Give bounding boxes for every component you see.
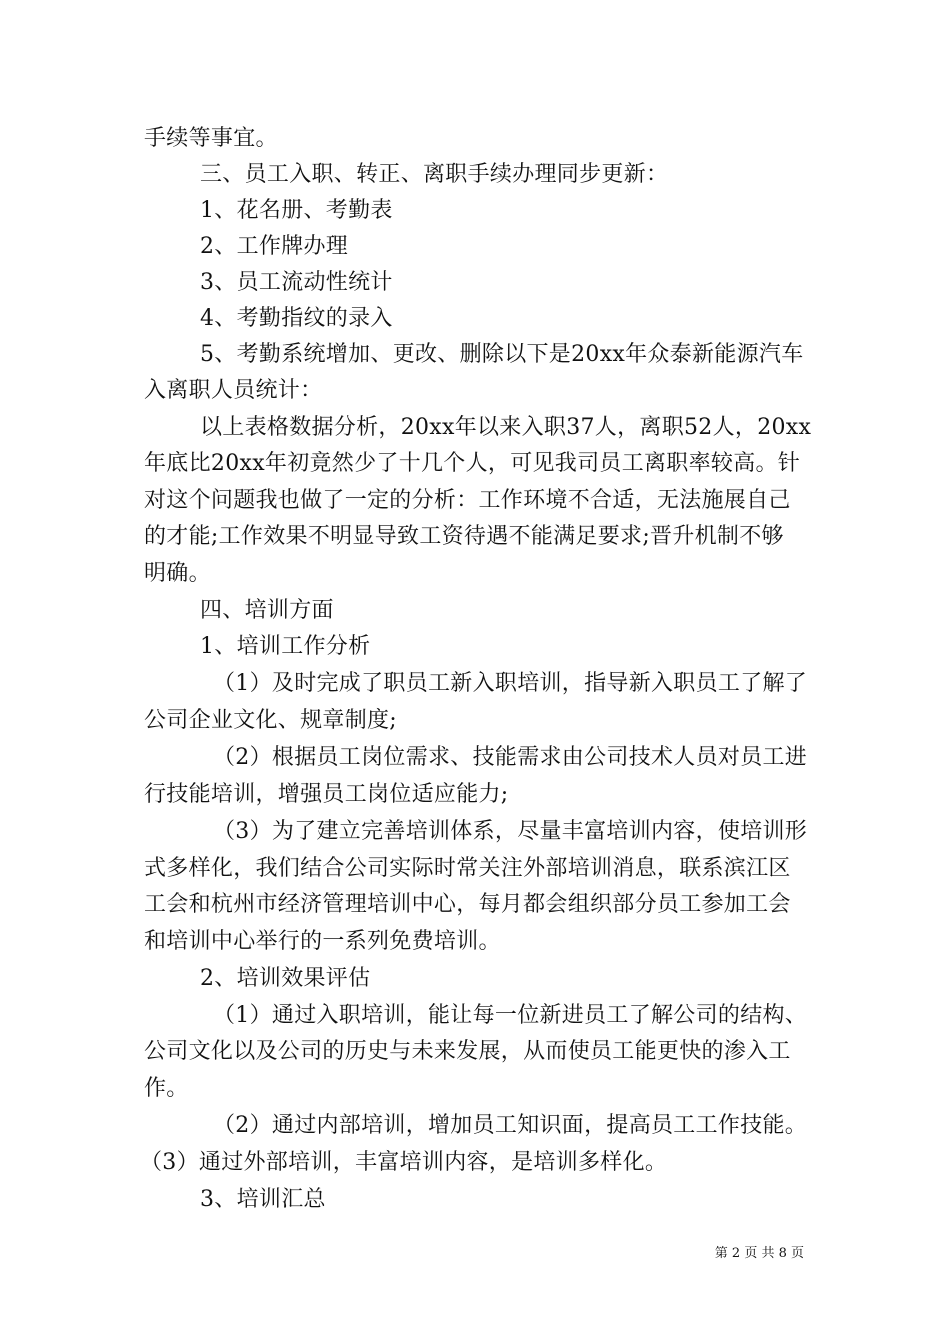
text-line: 和培训中心举行的一系列免费培训。: [144, 929, 501, 954]
text-line: 式多样化，我们结合公司实际时常关注外部培训消息，联系滨江区: [144, 856, 791, 881]
text-line: 明确。: [144, 561, 211, 586]
text-line: 公司文化以及公司的历史与未来发展，从而使员工能更快的渗入工: [144, 1039, 791, 1064]
text-line: （2）根据员工岗位需求、技能需求由公司技术人员对员工进: [213, 745, 808, 770]
subsection-heading: 3、培训汇总: [200, 1187, 326, 1212]
text-line: 的才能;工作效果不明显导致工资待遇不能满足要求;晋升机制不够: [144, 524, 784, 549]
text-line: 行技能培训，增强员工岗位适应能力;: [144, 782, 509, 807]
text-line: （3）为了建立完善培训体系，尽量丰富培训内容，使培训形: [213, 819, 808, 844]
text-line: （1）通过入职培训，能让每一位新进员工了解公司的结构、: [213, 1003, 808, 1028]
page-number-footer: 第 2 页 共 8 页: [714, 1246, 804, 1261]
text-line: 作。: [144, 1076, 189, 1101]
text-line: 对这个问题我也做了一定的分析：工作环境不合适，无法施展自己: [144, 488, 791, 513]
text-line: 入离职人员统计：: [144, 378, 323, 403]
text-line: 工会和杭州市经济管理培训中心，每月都会组织部分员工参加工会: [144, 892, 791, 917]
text-line: （1）及时完成了职员工新入职培训，指导新入职员工了解了: [213, 671, 808, 696]
list-item: 1、花名册、考勤表: [200, 198, 393, 223]
list-item: 4、考勤指纹的录入: [200, 306, 393, 331]
text-line: 手续等事宜。: [144, 126, 278, 151]
section-heading: 三、员工入职、转正、离职手续办理同步更新：: [200, 162, 669, 187]
section-heading: 四、培训方面: [200, 598, 334, 623]
list-item: 2、工作牌办理: [200, 234, 349, 259]
subsection-heading: 1、培训工作分析: [200, 634, 371, 659]
text-line: （3）通过外部培训，丰富培训内容，是培训多样化。: [140, 1150, 668, 1175]
subsection-heading: 2、培训效果评估: [200, 966, 371, 991]
list-item: 5、考勤系统增加、更改、删除以下是20xx年众泰新能源汽车: [200, 342, 804, 367]
text-line: （2）通过内部培训，增加员工知识面，提高员工工作技能。: [213, 1113, 808, 1138]
text-line: 年底比20xx年初竟然少了十几个人，可见我司员工离职率较高。针: [144, 451, 801, 476]
text-line: 以上表格数据分析，20xx年以来入职37人，离职52人，20xx: [200, 415, 812, 440]
text-line: 公司企业文化、规章制度;: [144, 708, 398, 733]
list-item: 3、员工流动性统计: [200, 270, 393, 295]
